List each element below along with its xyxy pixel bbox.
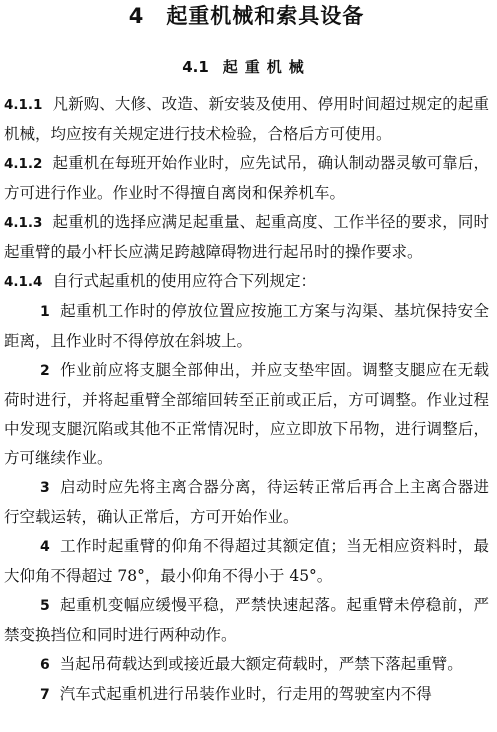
item-number: 5 (40, 598, 50, 614)
clause-4-1-4 (4, 267, 489, 297)
chapter-title (4, 0, 489, 30)
item-number: 6 (40, 657, 50, 673)
clause-4-1-3 (4, 208, 489, 267)
list-item-4 (4, 532, 489, 591)
item-text: 工作时起重臂的仰角不得超过其额定值；当无相应资料时，最大仰角不得超过 78°，最小仰角不得小于 45°。 (4, 537, 489, 585)
list-item-2 (4, 356, 489, 473)
list-item-3 (4, 473, 489, 532)
clause-4-1-2 (4, 149, 489, 208)
clause-number: 4.1.3 (4, 215, 43, 231)
item-number: 3 (40, 480, 50, 496)
clause-text: 凡新购、大修、改造、新安装及使用、停用时间超过规定的起重机械，均应按有关规定进行技术检验，合格后方可使用。 (4, 95, 489, 143)
section-number: 4.1 (182, 58, 209, 76)
item-text: 汽车式起重机进行吊装作业时，行走用的驾驶室内不得 (59, 685, 432, 703)
section-title-text: 起重机械 (222, 58, 311, 76)
item-number: 4 (40, 539, 50, 555)
item-number: 2 (40, 363, 50, 379)
list-item-7 (4, 680, 489, 710)
item-text: 起重机变幅应缓慢平稳，严禁快速起落。起重臂未停稳前，严禁变换挡位和同时进行两种动作。 (4, 596, 489, 644)
clause-number: 4.1.1 (4, 97, 43, 113)
clause-number: 4.1.4 (4, 274, 43, 290)
list-item-5 (4, 591, 489, 650)
item-text: 作业前应将支腿全部伸出，并应支垫牢固。调整支腿应在无载荷时进行，并将起重臂全部缩回转至正前或正后，方可调整。作业过程中发现支腿沉陷或其他不正常情况时，应立即放下吊物，进行调整后，方可继续作业。 (4, 361, 489, 467)
clause-text: 起重机在每班开始作业时，应先试吊，确认制动器灵敏可靠后，方可进行作业。作业时不得擅自离岗和保养机车。 (4, 154, 489, 202)
item-number: 1 (40, 304, 50, 320)
chapter-title-text: 起重机械和索具设备 (166, 4, 365, 28)
clause-text: 自行式起重机的使用应符合下列规定： (52, 272, 316, 290)
item-text: 起重机工作时的停放位置应按施工方案与沟渠、基坑保持安全距离，且作业时不得停放在斜坡上。 (4, 302, 489, 350)
clause-text: 起重机的选择应满足起重量、起重高度、工作半径的要求，同时起重臂的最小杆长应满足跨越障碍物进行起吊时的操作要求。 (4, 213, 489, 261)
clause-number: 4.1.2 (4, 156, 43, 172)
list-item-1 (4, 297, 489, 356)
item-number: 7 (40, 687, 50, 703)
item-text: 当起吊荷载达到或接近最大额定荷载时，严禁下落起重臂。 (59, 655, 463, 673)
chapter-number: 4 (128, 4, 145, 28)
item-text: 启动时应先将主离合器分离，待运转正常后再合上主离合器进行空载运转，确认正常后，方可开始作业。 (4, 478, 489, 526)
clause-4-1-1 (4, 90, 489, 149)
list-item-6 (4, 650, 489, 680)
section-title (4, 56, 489, 78)
